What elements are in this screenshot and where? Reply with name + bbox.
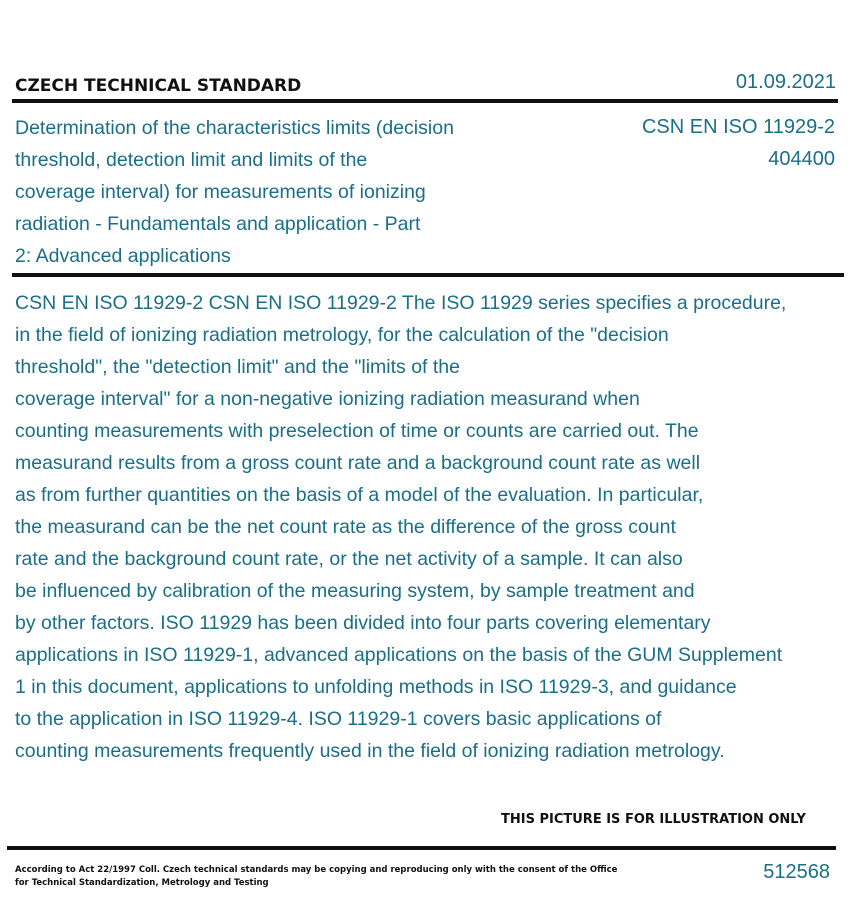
title-line: coverage interval) for measurements of ionizing — [15, 181, 426, 203]
description-line: threshold", the "detection limit" and the "limits of the — [15, 356, 460, 378]
legal-notice — [15, 864, 617, 890]
description-line: CSN EN ISO 11929-2 CSN EN ISO 11929-2 The ISO 11929 series specifies a procedure, — [15, 292, 787, 314]
description-line: rate and the background count rate, or the net activity of a sample. It can also — [15, 548, 683, 570]
standard-number: 404400 — [768, 148, 835, 170]
description-line: as from further quantities on the basis of a model of the evaluation. In particular, — [15, 484, 704, 506]
description-line: applications in ISO 11929-1, advanced applications on the basis of the GUM Supplement — [15, 644, 783, 666]
standard-code: CSN EN ISO 11929-2 — [641, 116, 835, 138]
illustration-note: THIS PICTURE IS FOR ILLUSTRATION ONLY — [501, 812, 806, 827]
title-line: radiation - Fundamentals and application - Part — [15, 213, 421, 235]
standard-description — [15, 287, 786, 767]
description-line: counting measurements frequently used in the field of ionizing radiation metrology. — [15, 740, 725, 762]
document-type-label: CZECH TECHNICAL STANDARD — [15, 76, 302, 96]
legal-notice-line: According to Act 22/1997 Coll. Czech technical standards may be copying and reproducing only with the consent of the Office — [15, 865, 618, 875]
footer-code: 512568 — [763, 861, 830, 883]
description-line: counting measurements with preselection of time or counts are carried out. The — [15, 420, 699, 442]
legal-notice-line: for Technical Standardization, Metrology and Testing — [15, 878, 269, 888]
title-line: 2: Advanced applications — [15, 245, 231, 267]
title-divider — [12, 273, 844, 277]
description-line: measurand results from a gross count rate and a background count rate as well — [15, 452, 701, 474]
description-line: coverage interval" for a non-negative ionizing radiation measurand when — [15, 388, 640, 410]
title-line: threshold, detection limit and limits of the — [15, 149, 368, 171]
standard-title — [15, 112, 535, 272]
footer-divider — [7, 846, 836, 850]
header-divider — [12, 99, 838, 103]
description-line: in the field of ionizing radiation metrology, for the calculation of the "decision — [15, 324, 669, 346]
description-line: the measurand can be the net count rate as the difference of the gross count — [15, 516, 676, 538]
description-line: be influenced by calibration of the measuring system, by sample treatment and — [15, 580, 695, 602]
description-line: to the application in ISO 11929-4. ISO 11929-1 covers basic applications of — [15, 708, 662, 730]
publication-date: 01.09.2021 — [735, 71, 836, 93]
description-line: 1 in this document, applications to unfolding methods in ISO 11929-3, and guidance — [15, 676, 737, 698]
description-line: by other factors. ISO 11929 has been divided into four parts covering elementary — [15, 612, 711, 634]
title-line: Determination of the characteristics limits (decision — [15, 117, 454, 139]
